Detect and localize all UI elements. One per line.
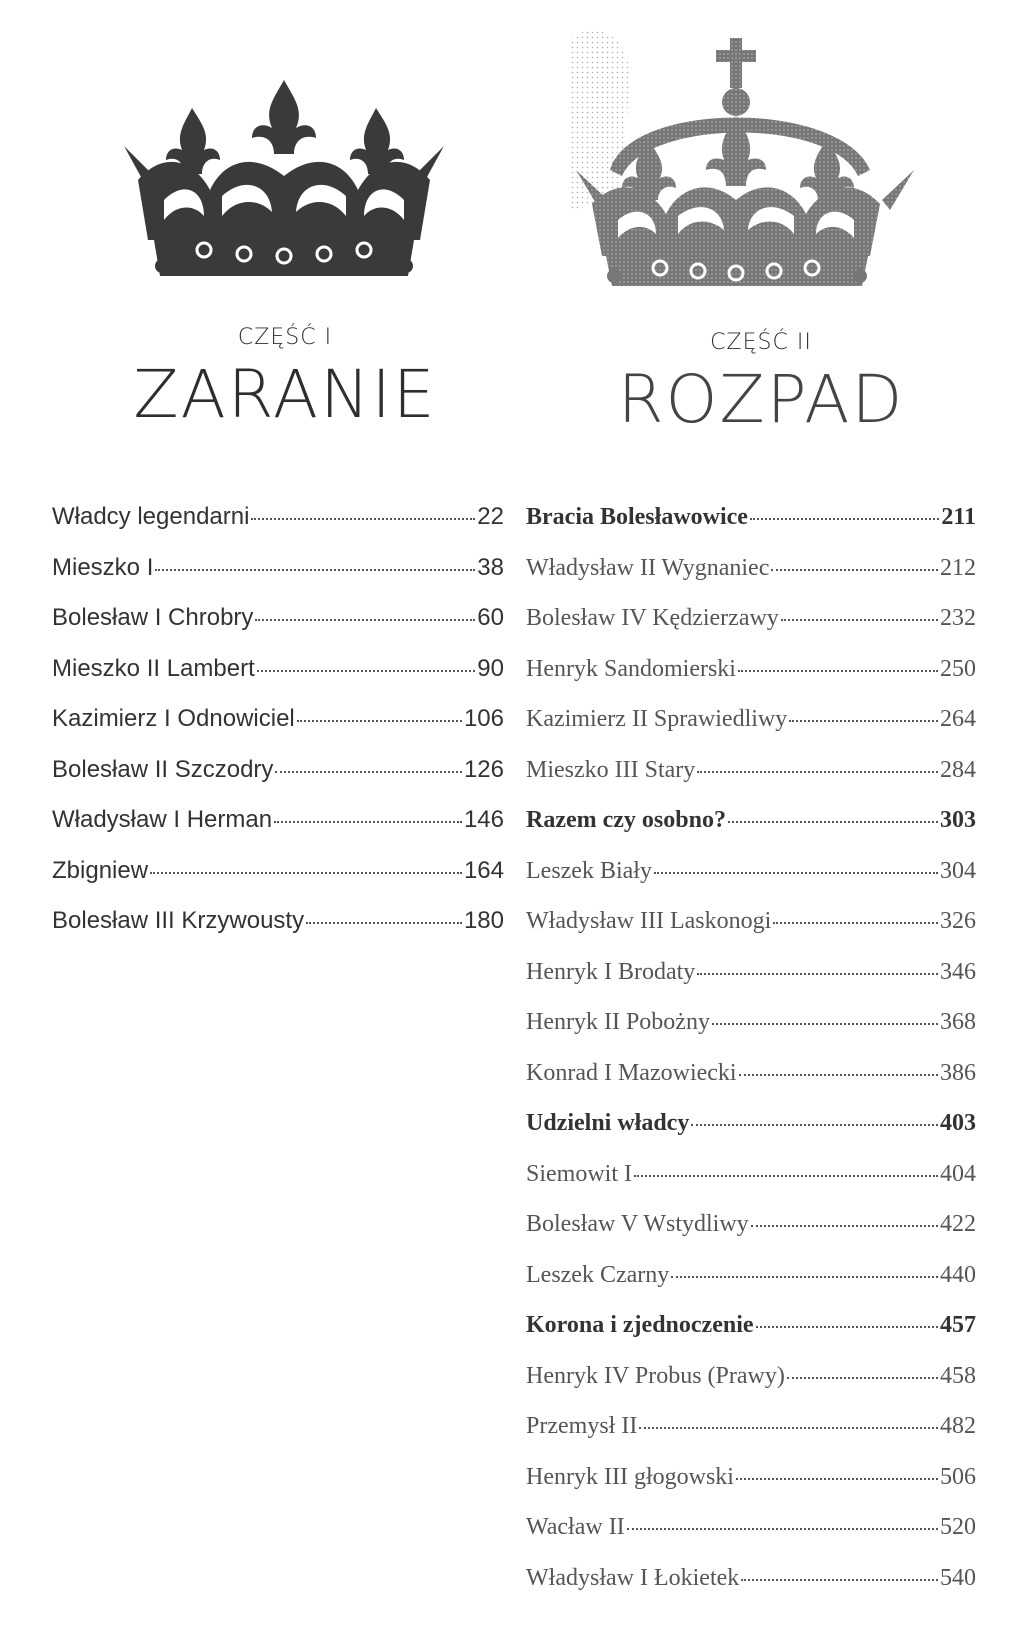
toc-entry (526, 858, 976, 909)
toc-entry (526, 807, 976, 858)
toc-leader-dots (712, 1023, 938, 1025)
toc-entry-page: 164 (463, 856, 504, 884)
toc-entry-page: 368 (940, 1009, 976, 1035)
toc-entry-page: 106 (463, 705, 504, 732)
toc-entry-page: 386 (940, 1059, 976, 1086)
toc-entry-title: Bracia Bolesławowice (526, 504, 748, 530)
part-label: CZĘŚĆ II (710, 330, 812, 355)
toc-leader-dots (275, 771, 462, 773)
toc-entry-page: 232 (940, 605, 976, 631)
toc-entry-page: 38 (477, 553, 504, 581)
toc-entry (526, 706, 976, 757)
toc-leader-dots (697, 771, 938, 773)
toc-entry-page: 482 (940, 1413, 976, 1439)
toc-leader-dots (756, 1326, 938, 1328)
toc-entry (526, 757, 976, 808)
toc-entry-page: 326 (940, 908, 976, 934)
toc-entry-title: Władcy legendarni (52, 503, 250, 530)
toc-entry-page: 211 (941, 504, 976, 530)
toc-entry-page: 457 (940, 1312, 976, 1338)
toc-entry-page: 403 (940, 1110, 976, 1136)
toc-entry (52, 706, 504, 757)
toc-entry-title: Udzielni władcy (526, 1110, 690, 1136)
toc-entry-title: Henryk Sandomierski (526, 655, 736, 682)
toc-entry-page: 146 (463, 806, 504, 833)
toc-entry-title: Leszek Czarny (526, 1261, 670, 1288)
part-1-heading (100, 325, 470, 433)
part-title: ROZPAD (617, 361, 905, 438)
toc-entry-title: Mieszko I (52, 553, 154, 581)
toc-entry-title: Henryk IV Probus (Prawy) (526, 1362, 785, 1389)
toc-entry-title: Władysław III Laskonogi (526, 908, 772, 934)
toc-leader-dots (787, 1377, 938, 1379)
toc-entry (526, 1312, 976, 1363)
toc-entry-page: 212 (940, 554, 976, 581)
toc-part-2 (526, 504, 976, 1615)
toc-leader-dots (274, 821, 462, 823)
toc-entry-title: Bolesław V Wstydliwy (526, 1211, 749, 1237)
toc-entry (526, 1413, 976, 1464)
toc-entry-title: Bolesław III Krzywousty (52, 907, 305, 934)
toc-entry-page: 126 (463, 755, 504, 783)
toc-entry (52, 504, 504, 555)
toc-entry (526, 908, 976, 959)
toc-entry-title: Bolesław I Chrobry (52, 604, 254, 631)
part-title: ZARANIE (133, 356, 437, 433)
toc-leader-dots (627, 1528, 938, 1530)
toc-entry-title: Przemysł II (526, 1413, 638, 1439)
toc-entry (52, 656, 504, 707)
toc-entry-title: Zbigniew (52, 856, 149, 884)
toc-entry (526, 656, 976, 707)
toc-leader-dots (306, 922, 462, 924)
toc-entry-page: 304 (940, 857, 976, 884)
toc-entry (526, 1464, 976, 1515)
toc-entry (52, 605, 504, 656)
toc-leader-dots (251, 518, 475, 520)
toc-entry (526, 1161, 976, 1212)
toc-leader-dots (739, 1074, 938, 1076)
toc-entry-page: 264 (940, 706, 976, 732)
toc-entry-title: Henryk II Pobożny (526, 1009, 710, 1035)
toc-entry (526, 1565, 976, 1616)
toc-leader-dots (789, 720, 938, 722)
toc-entry-page: 22 (477, 503, 504, 530)
toc-entry (526, 1009, 976, 1060)
toc-leader-dots (634, 1175, 938, 1177)
toc-entry-title: Henryk III głogowski (526, 1463, 734, 1490)
toc-leader-dots (257, 670, 476, 672)
toc-leader-dots (654, 872, 938, 874)
toc-leader-dots (736, 1478, 938, 1480)
toc-leader-dots (750, 518, 939, 520)
toc-entry-page: 458 (940, 1362, 976, 1389)
toc-entry-title: Leszek Biały (526, 857, 652, 884)
toc-entry (52, 858, 504, 909)
toc-leader-dots (738, 670, 938, 672)
toc-leader-dots (773, 922, 938, 924)
toc-entry-title: Władysław II Wygnaniec (526, 554, 770, 581)
toc-leader-dots (771, 569, 938, 571)
toc-entry (52, 908, 504, 959)
toc-entry (526, 1110, 976, 1161)
toc-entry (526, 605, 976, 656)
toc-entry (52, 555, 504, 606)
toc-entry-page: 422 (940, 1211, 976, 1237)
toc-entry-page: 90 (477, 654, 504, 682)
toc-entry-title: Kazimierz I Odnowiciel (52, 705, 295, 732)
toc-entry-page: 506 (940, 1463, 976, 1490)
toc-entry-page: 250 (940, 655, 976, 682)
toc-entry-page: 346 (940, 958, 976, 985)
toc-entry-page: 520 (940, 1514, 976, 1540)
toc-entry (526, 1211, 976, 1262)
toc-part-1 (52, 504, 504, 959)
toc-entry-title: Władysław I Łokietek (526, 1564, 740, 1591)
toc-leader-dots (671, 1276, 938, 1278)
toc-leader-dots (255, 619, 475, 621)
toc-leader-dots (150, 872, 462, 874)
toc-entry (52, 807, 504, 858)
toc-entry (526, 555, 976, 606)
toc-leader-dots (697, 973, 938, 975)
toc-entry-page: 404 (940, 1160, 976, 1187)
toc-leader-dots (691, 1124, 938, 1126)
crown-icon-part-2 (570, 20, 920, 290)
toc-leader-dots (741, 1579, 938, 1581)
toc-entry-title: Siemowit I (526, 1160, 632, 1187)
toc-entry-page: 60 (477, 604, 504, 631)
toc-leader-dots (297, 720, 462, 722)
part-label: CZĘŚĆ I (237, 325, 333, 350)
toc-entry (526, 1514, 976, 1565)
toc-leader-dots (728, 821, 938, 823)
toc-entry-title: Korona i zjednoczenie (526, 1312, 754, 1338)
toc-entry-page: 180 (463, 907, 504, 934)
toc-entry (526, 504, 976, 555)
toc-entry-title: Mieszko II Lambert (52, 654, 255, 682)
toc-entry-page: 303 (940, 807, 976, 833)
toc-entry-title: Bolesław II Szczodry (52, 755, 274, 783)
toc-entry-title: Wacław II (526, 1514, 625, 1540)
toc-leader-dots (751, 1225, 938, 1227)
toc-entry (526, 1363, 976, 1414)
toc-leader-dots (639, 1427, 938, 1429)
toc-entry-title: Razem czy osobno? (526, 807, 726, 833)
toc-entry (526, 1060, 976, 1111)
toc-entry-page: 284 (940, 756, 976, 783)
toc-entry-page: 440 (940, 1261, 976, 1288)
toc-entry-title: Kazimierz II Sprawiedliwy (526, 706, 788, 732)
toc-entry (526, 959, 976, 1010)
toc-entry-title: Konrad I Mazowiecki (526, 1059, 737, 1086)
toc-entry-page: 540 (940, 1564, 976, 1591)
toc-leader-dots (155, 569, 475, 571)
toc-entry-title: Władysław I Herman (52, 806, 273, 833)
toc-entry-title: Henryk I Brodaty (526, 958, 696, 985)
toc-entry (52, 757, 504, 808)
crown-icon-part-1 (123, 80, 445, 280)
toc-leader-dots (781, 619, 938, 621)
toc-entry-title: Mieszko III Stary (526, 756, 696, 783)
toc-entry-title: Bolesław IV Kędzierzawy (526, 605, 779, 631)
part-2-heading (576, 330, 946, 438)
toc-entry (526, 1262, 976, 1313)
